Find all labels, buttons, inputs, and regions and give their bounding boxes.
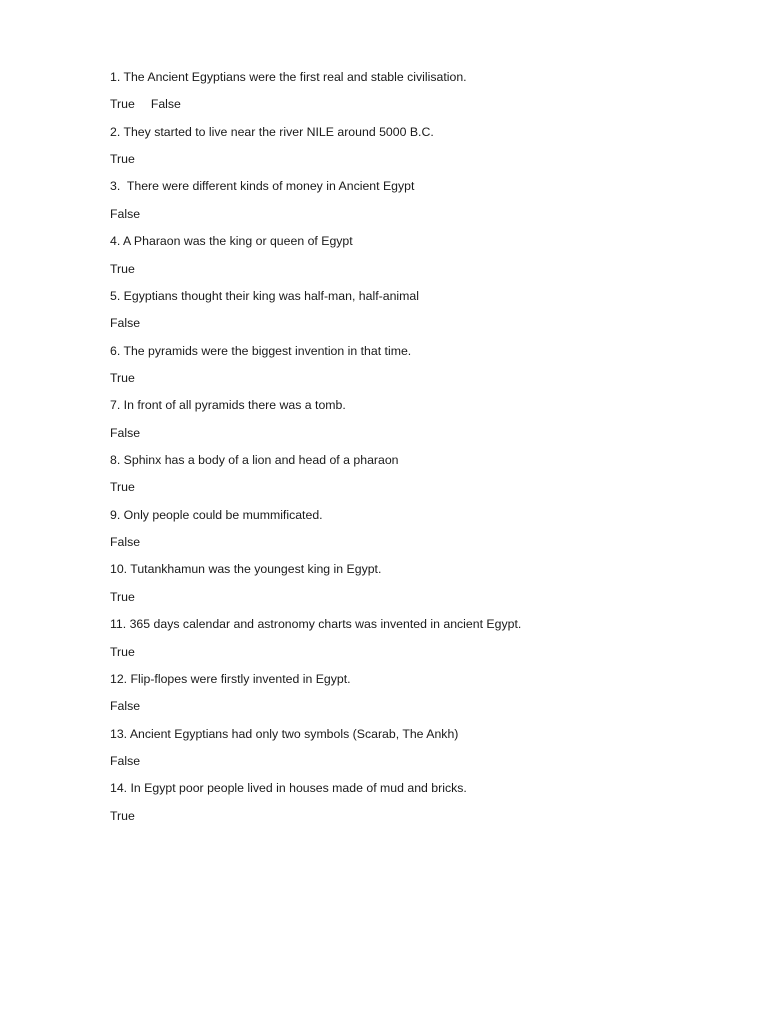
- question-text: 6. The pyramids were the biggest invention in that time.: [110, 343, 412, 358]
- question-text: 7. In front of all pyramids there was a tomb.: [110, 398, 346, 413]
- answer-line: [110, 314, 521, 341]
- answer-text: False: [110, 699, 141, 714]
- question-text: 14. In Egypt poor people lived in houses made of mud and bricks.: [110, 781, 467, 796]
- answer-text: True: [110, 261, 135, 276]
- answer-text: False: [110, 206, 141, 221]
- answer-text: True: [110, 644, 135, 659]
- answer-text: False: [110, 753, 141, 768]
- answer-line: [110, 150, 521, 177]
- answer-line: [110, 807, 521, 834]
- answer-text: False: [150, 97, 181, 112]
- question-text: 9. Only people could be mummificated.: [110, 507, 323, 522]
- answer-line: [110, 260, 521, 287]
- answer-line: [110, 752, 521, 779]
- answer-text: True: [110, 808, 135, 823]
- question-text: 13. Ancient Egyptians had only two symbols (Scarab, The Ankh): [110, 726, 459, 741]
- answer-line: [110, 205, 521, 232]
- answer-text: True: [110, 152, 135, 167]
- question-text: 1. The Ancient Egyptians were the first real and stable civilisation.: [110, 70, 467, 84]
- question-text: 10. Tutankhamun was the youngest king in Egypt.: [110, 562, 382, 577]
- answer-text: True: [110, 589, 135, 604]
- answer-line: [110, 588, 521, 615]
- answer-text: True: [110, 97, 135, 112]
- answer-line: [110, 95, 521, 122]
- question-text: 5. Egyptians thought their king was half-man, half-animal: [110, 288, 419, 303]
- answer-line: [110, 643, 521, 670]
- answer-line: [110, 533, 521, 560]
- answer-line: [110, 697, 521, 724]
- question-text: 12. Flip-flopes were firstly invented in Egypt.: [110, 671, 351, 686]
- answer-text: True: [110, 370, 135, 385]
- answer-line: [110, 369, 521, 396]
- question-text: 3. There were different kinds of money in Ancient Egypt: [110, 179, 415, 194]
- question-text: 4. A Pharaon was the king or queen of Egypt: [110, 234, 353, 249]
- answer-line: [110, 478, 521, 505]
- answer-text: True: [110, 480, 135, 495]
- answer-line: [110, 424, 521, 451]
- question-text: 8. Sphinx has a body of a lion and head of a pharaon: [110, 453, 399, 468]
- quiz-document: [110, 68, 521, 834]
- answer-text: False: [110, 316, 141, 331]
- question-text: 2. They started to live near the river NILE around 5000 B.C.: [110, 124, 434, 139]
- answer-text: False: [110, 535, 141, 550]
- question-text: 11. 365 days calendar and astronomy charts was invented in ancient Egypt.: [110, 617, 522, 632]
- answer-text: False: [110, 425, 141, 440]
